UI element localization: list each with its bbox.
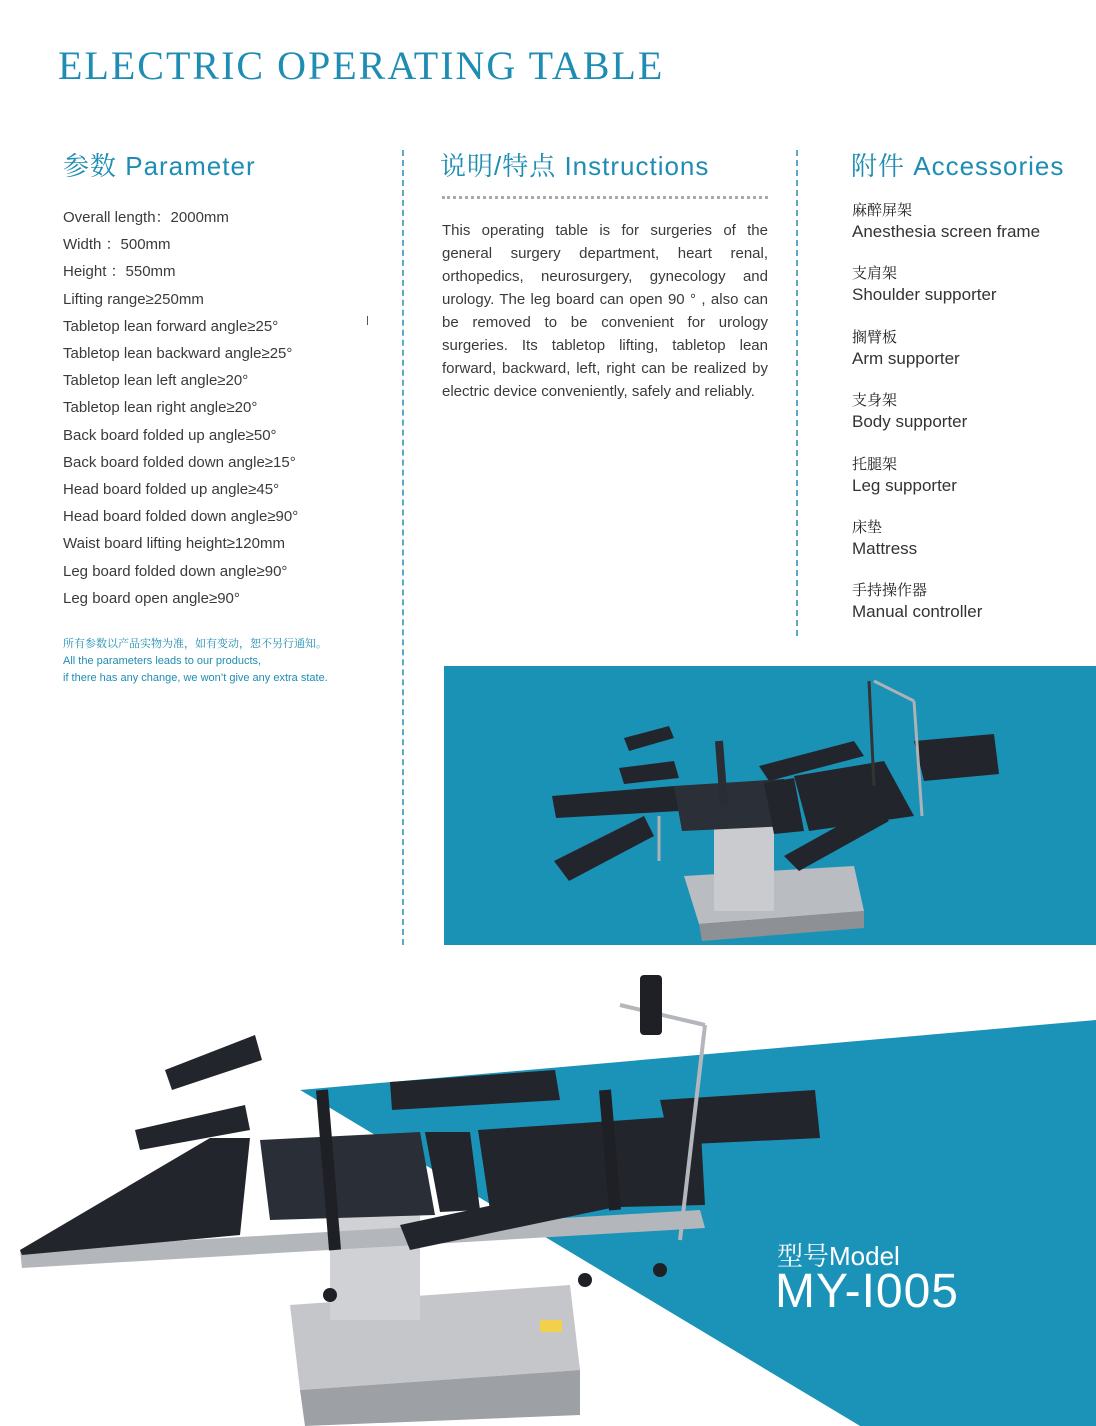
parameter-item: Tabletop lean forward angle≥25° (63, 317, 279, 335)
note-en-line-1: All the parameters leads to our products, (63, 655, 262, 667)
accessory-item: 搁臂板 Arm supporter (852, 328, 960, 368)
parameter-item: Head board folded down angle≥90° (63, 508, 299, 526)
product-photo-hero (0, 960, 1096, 1426)
parameter-item: Back board folded up angle≥50° (63, 426, 277, 444)
parameter-item: Leg board folded down angle≥90° (63, 562, 288, 580)
parameter-item: Width ：500mm (63, 236, 171, 254)
parameter-item: Overall length：2000mm (63, 209, 229, 226)
accessory-item: 托腿架 Leg supporter (852, 455, 957, 495)
parameter-heading: 参数 Parameter (63, 151, 256, 181)
model-number: MY-I005 (775, 1265, 959, 1318)
accessory-item: 支肩架 Shoulder supporter (852, 265, 997, 305)
product-photo-folded (444, 666, 1096, 945)
page-title: ELECTRIC OPERATING TABLE (58, 43, 665, 88)
stray-mark (367, 316, 368, 325)
cropped-text-line (442, 196, 768, 207)
column-divider-right (796, 150, 798, 636)
parameter-item: Head board folded up angle≥45° (63, 481, 280, 499)
parameter-item: Back board folded down angle≥15° (63, 453, 296, 471)
parameter-item: Waist board lifting height≥120mm (63, 535, 285, 553)
model-label: 型号Model (777, 1241, 900, 1271)
instructions-text: This operating table is for surgeries of the general surgery department, heart renal, orthopedics, neurosurgery, gynecology and urology. The leg board can open 90 ° , also can be removed to be convenient for urology surgeries. Its tabletop lifting, tabletop lean forward, backward, left, right can be realized by electric device conveniently, safely and reliably. (442, 222, 768, 400)
instructions-heading: 说明/特点 Instructions (440, 151, 710, 181)
parameter-item: Tabletop lean backward angle≥25° (63, 345, 293, 363)
accessory-item: 手持操作器 Manual controller (852, 582, 983, 622)
accessories-list (852, 201, 1040, 645)
note-en-line-2: if there has any change, we won’t give any extra state. (63, 672, 328, 684)
parameter-list (63, 204, 298, 612)
note-zh: 所有参数以产品实物为准，如有变动，恕不另行通知。 (63, 638, 327, 650)
accessory-item: 麻醉屏架 Anesthesia screen frame (852, 202, 1041, 241)
accessory-item: 支身架 Body supporter (852, 392, 968, 432)
column-divider-left (402, 150, 404, 945)
parameter-item: Leg board open angle≥90° (63, 589, 240, 607)
parameter-item: Tabletop lean right angle≥20° (63, 399, 258, 417)
accessories-heading: 附件 Accessories (851, 151, 1065, 181)
parameter-item: Tabletop lean left angle≥20° (63, 372, 249, 390)
operating-table-illustration (444, 666, 1096, 945)
accessory-item: 床垫 Mattress (852, 518, 918, 558)
parameter-item: Lifting range≥250mm (63, 290, 204, 308)
parameter-item: Height ：550mm (63, 263, 176, 281)
parameter-note (63, 636, 328, 687)
